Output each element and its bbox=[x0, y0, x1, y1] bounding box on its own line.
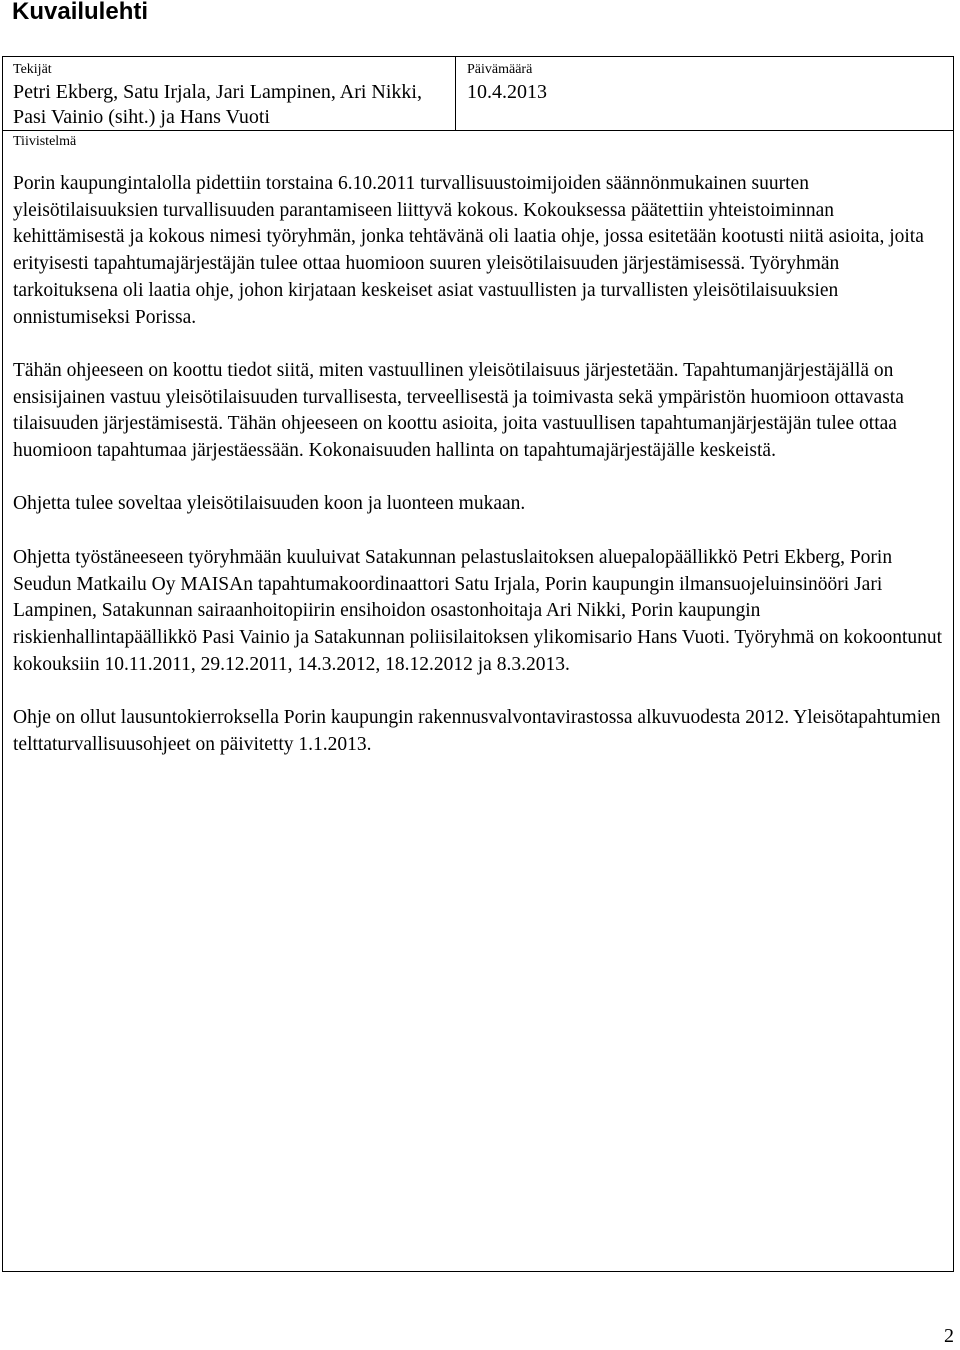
description-sheet-frame bbox=[2, 56, 954, 1272]
summary-paragraph: Porin kaupungintalolla pidettiin torstaina 6.10.2011 turvallisuustoimijoiden säännönmukainen suurten yleisötilaisuuksien turvallisuuden parantamiseen liittyvä kokous. Kokouksessa päätettiin yhteistoiminnan kehittämisestä ja kokous nimesi työryhmän, jonka tehtävänä oli laatia ohje, jossa esitetään kootusti niitä asioita, joita erityisesti tapahtumajärjestäjän tulee ottaa huomioon suuren yleisötilaisuuden järjestämisessä. Työryhmän tarkoituksena oli laatia ohje, johon kirjataan keskeiset asiat vastuullisten ja turvallisten yleisötilaisuuksien onnistumiseksi Porissa. bbox=[13, 173, 924, 328]
date-value: 10.4.2013 bbox=[467, 81, 547, 103]
summary-paragraph: Ohjetta tulee soveltaa yleisötilaisuuden koon ja luonteen mukaan. bbox=[13, 493, 526, 515]
summary-paragraph: Tähän ohjeeseen on koottu tiedot siitä, miten vastuullinen yleisötilaisuus järjestetään. Tapahtumanjärjestäjällä on ensisijainen vastuu yleisötilaisuuden turvallisesta, terveellisestä ja toimivasta sekä ympäristön huomioon ottavasta tilaisuuden järjestämisestä. Tähän ohjeeseen on koottu asioita, joita vastuullisen tapahtumanjärjestäjän tulee ottaa huomioon tapahtumaa järjestäessään. Kokonaisuuden hallinta on tapahtumajärjestäjälle keskeistä. bbox=[13, 359, 904, 462]
summary-paragraph: Ohjetta työstäneeseen työryhmään kuuluivat Satakunnan pelastuslaitoksen aluepalopäällikkö Petri Ekberg, Porin Seudun Matkailu Oy MAISAn tapahtumakoordinaattori Satu Irjala, Porin kaupungin ilmansuojeluinsinööri Jari Lampinen, Satakunnan sairaanhoitopiirin ensihoidon osastonhoitaja Ari Nikki, Porin kaupungin riskienhallintapäällikkö Pasi Vainio ja Satakunnan poliisilaitoksen ylikomisario Hans Vuoti. Työryhmä on kokoontunut kokouksiin 10.11.2011, 29.12.2011, 14.3.2012, 18.12.2012 ja 8.3.2013. bbox=[13, 546, 943, 675]
authors-value: Petri Ekberg, Satu Irjala, Jari Lampinen, Ari Nikki, Pasi Vainio (siht.) ja Hans Vuoti bbox=[13, 81, 422, 128]
summary-body bbox=[13, 171, 948, 785]
summary-paragraph: Ohje on ollut lausuntokierroksella Porin kaupungin rakennusvalvontavirastossa alkuvuodesta 2012. Yleisötapahtumien telttaturvallisuusohjeet on päivitetty 1.1.2013. bbox=[13, 707, 941, 755]
summary-label: Tiivistelmä bbox=[13, 134, 77, 149]
document-title: Kuvailulehti bbox=[12, 0, 149, 25]
page-number: 2 bbox=[944, 1325, 954, 1347]
date-label: Päivämäärä bbox=[467, 62, 533, 77]
date-cell bbox=[456, 57, 953, 131]
authors-label: Tekijät bbox=[13, 62, 52, 77]
authors-cell bbox=[3, 57, 456, 131]
